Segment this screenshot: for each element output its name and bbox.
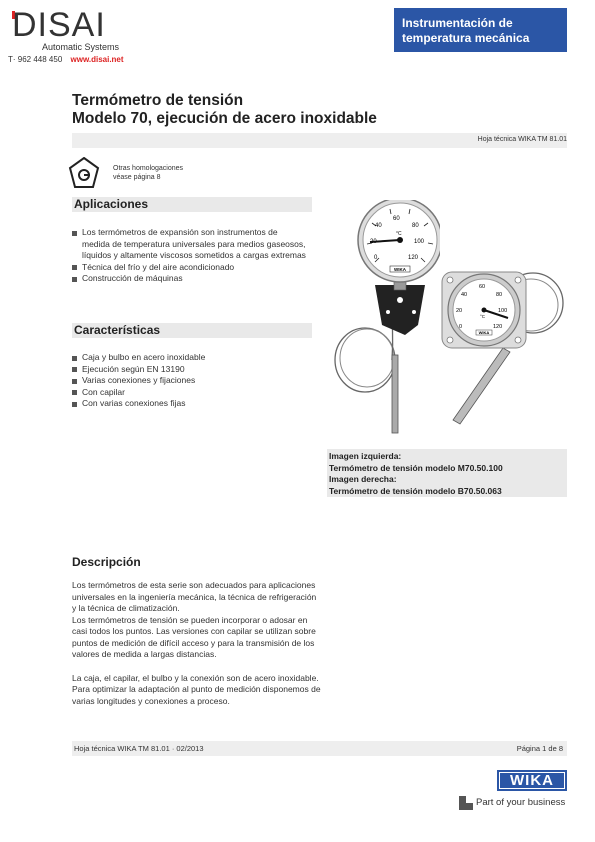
logo-text: DISAI [12, 6, 106, 44]
website-link[interactable]: www.disai.net [70, 55, 124, 64]
part-of-business-icon [459, 796, 473, 810]
dial-label: 20 [456, 308, 463, 314]
caption-right-label: Imagen derecha: [329, 474, 397, 484]
caracteristicas-heading: Características [72, 323, 312, 338]
dial-label: 80 [496, 292, 503, 298]
dial-label: 0 [459, 324, 463, 330]
list-item: Construcción de máquinas [72, 273, 307, 285]
thermometer-b70-image [438, 268, 568, 428]
caption-right-model: Termómetro de tensión modelo B70.50.063 [329, 485, 502, 496]
approval-line-2: véase página 8 [113, 174, 161, 181]
title-line-1: Termómetro de tensión [72, 92, 244, 109]
disai-logo [8, 6, 138, 66]
image-caption [327, 449, 567, 497]
list-item: Ejecución según EN 13190 [72, 364, 307, 376]
banner-line-2: temperatura mecánica [402, 31, 530, 45]
tagline: Part of your business [476, 797, 566, 808]
approval-mark-icon [68, 157, 100, 189]
page-number: Página 1 de 8 [516, 744, 563, 753]
approval-note [113, 164, 183, 182]
dial-label: 40 [461, 292, 468, 298]
list-item: Los termómetros de expansión son instrumentos de medida de temperatura universales para medios gaseosos, líquidos y altamente viscosos sometidos a cargas extremas [72, 227, 307, 262]
aplicaciones-list [72, 227, 307, 285]
category-banner [394, 8, 567, 52]
descripcion-body [72, 580, 322, 719]
dial-unit: °C [396, 231, 402, 237]
dial-label: 120 [408, 255, 419, 261]
descripcion-paragraph: Los termómetros de tensión se pueden incorporar o adosar en casi todos los puntos. Las versiones con capilar se utilizan sobre puntos de medición de difícil acceso y para la transmisión de los valores de medida a largas distancias. [72, 614, 316, 659]
thermometer-m70-image [330, 200, 440, 435]
dial-label: 80 [412, 223, 419, 229]
dial-label: 120 [493, 324, 503, 330]
aplicaciones-heading: Aplicaciones [72, 197, 312, 212]
wika-logo [497, 770, 567, 791]
title-line-2: Modelo 70, ejecución de acero inoxidable [72, 110, 377, 127]
caracteristicas-list [72, 352, 307, 410]
dial-brand: WIKA [394, 267, 406, 272]
list-item: Técnica del frío y del aire acondicionado [72, 262, 307, 274]
list-item: Varias conexiones y fijaciones [72, 375, 307, 387]
list-item: Con capilar [72, 387, 307, 399]
dial-label: 40 [375, 223, 382, 229]
caption-left-model: Termómetro de tensión modelo M70.50.100 [329, 462, 503, 473]
dial-label: 100 [414, 239, 425, 245]
caption-left-label: Imagen izquierda: [329, 451, 402, 461]
dial-brand: WIKA [478, 330, 490, 335]
dial-label: 60 [393, 216, 400, 222]
dial-label: 60 [479, 284, 486, 290]
footer-reference: Hoja técnica WIKA TM 81.01 · 02/2013 [74, 744, 204, 753]
logo-contact [8, 55, 124, 64]
dial-unit: °C [480, 314, 486, 319]
list-item: Con varias conexiones fijas [72, 398, 307, 410]
descripcion-heading: Descripción [72, 555, 141, 569]
list-item: Caja y bulbo en acero inoxidable [72, 352, 307, 364]
phone-number: T· 962 448 450 [8, 55, 63, 64]
dial-label: 100 [498, 308, 508, 314]
page-title [72, 92, 377, 128]
datasheet-reference: Hoja técnica WIKA TM 81.01 [477, 136, 567, 143]
approval-line-1: Otras homologaciones [113, 165, 184, 172]
wika-logo-text: WIKA [499, 772, 565, 789]
dial-label: 0 [374, 255, 378, 261]
banner-line-1: Instrumentación de [402, 16, 513, 30]
descripcion-paragraph: Los termómetros de esta serie son adecuados para aplicaciones universales en la ingeniería mecánica, la técnica de refrigeración y la técnica de climatización. [72, 580, 317, 613]
descripcion-paragraph: La caja, el capilar, el bulbo y la conexión son de acero inoxidable. Para optimizar la adaptación al punto de medición disponemos de varias longitudes y conexiones a proceso. [72, 672, 321, 706]
logo-subtitle: Automatic Systems [42, 42, 120, 52]
